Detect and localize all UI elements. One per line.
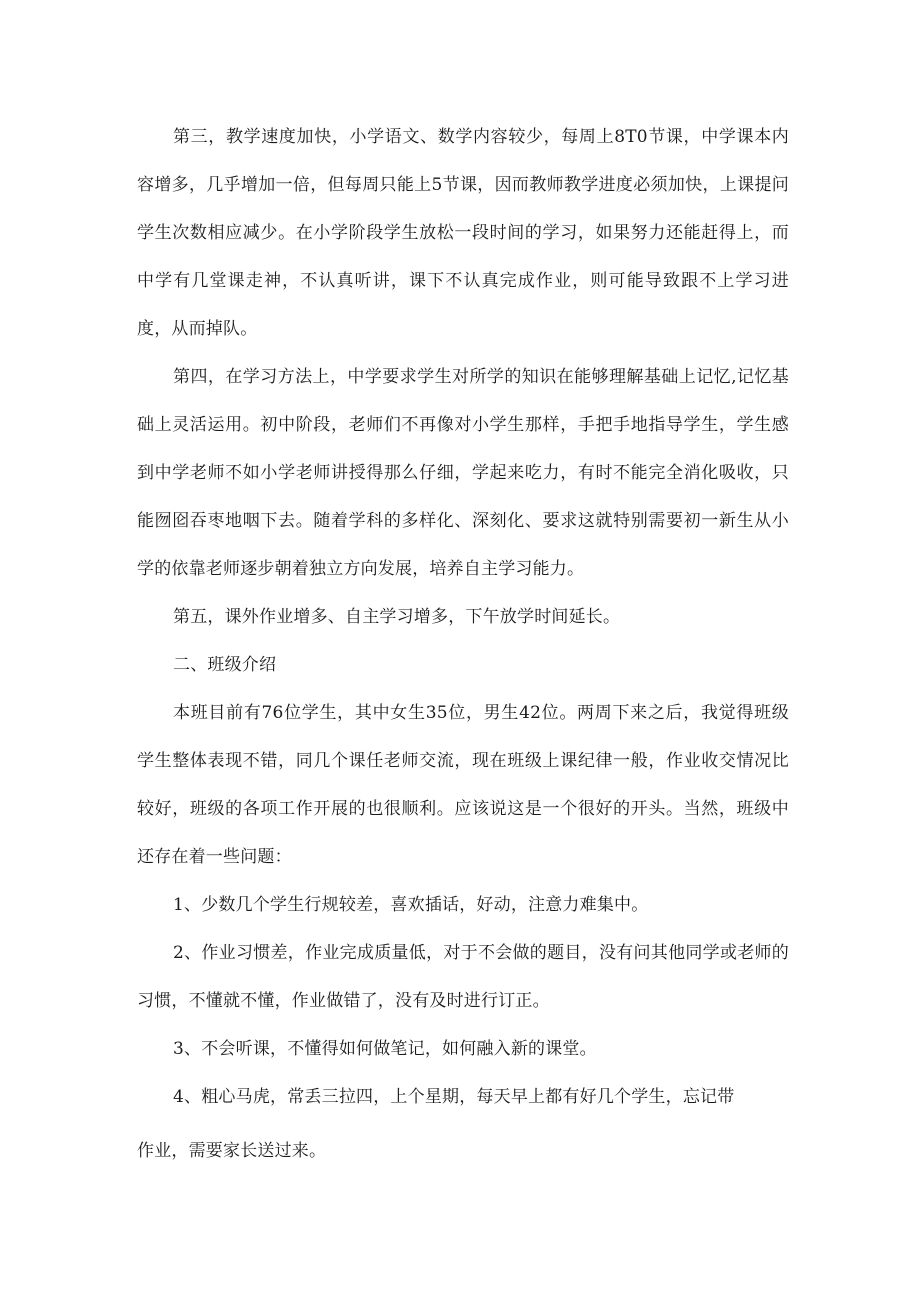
list-item-2: 2、作业习惯差，作业完成质量低，对于不会做的题目，没有问其他同学或老师的习惯，不懂就不懂，作业做错了，没有及时进行订正。	[137, 943, 789, 1011]
paragraph-fifth: 第五，课外作业增多、自主学习增多，下午放学时间延长。	[173, 607, 621, 627]
paragraph-fourth: 第四，在学习方法上，中学要求学生对所学的知识在能够理解基础上记忆,记忆基础上灵活运用。初中阶段，老师们不再像对小学生那样，手把手地指导学生，学生感到中学老师不如小学老师讲授得那么仔细，学起来吃力，有时不能完全消化吸收，只能囫囵吞枣地咽下去。随着学科的多样化、深刻化、要求这就特别需要初一新生从小学的依靠老师逐步朝着独立方向发展，培养自主学习能力。	[137, 367, 789, 579]
list-item-4-line-2: 作业，需要家长送过来。	[137, 1141, 327, 1161]
paragraph-third: 第三，教学速度加快，小学语文、数学内容较少，每周上8T0节课，中学课本内容增多，几乎增加一倍，但每周只能上5节课，因而教师教学进度必须加快，上课提问学生次数相应减少。在小学阶段学生放松一段时间的学习，如果努力还能赶得上，而中学有几堂课走神，不认真听讲，课下不认真完成作业，则可能导致跟不上学习进度，从而掉队。	[137, 127, 789, 339]
paragraph-class-intro: 本班目前有76位学生，其中女生35位，男生42位。两周下来之后，我觉得班级学生整体表现不错，同几个课任老师交流，现在班级上课纪律一般，作业收交情况比较好，班级的各项工作开展的也很顺利。应该说这是一个很好的开头。当然，班级中还存在着一些问题：	[137, 703, 789, 867]
list-item-1: 1、少数几个学生行规较差，喜欢插话，好动，注意力难集中。	[173, 895, 649, 915]
list-item-4-line-1: 4、粗心马虎，常丢三拉四，上个星期，每天早上都有好几个学生，忘记带	[173, 1087, 735, 1107]
section-heading-class-intro: 二、班级介绍	[173, 655, 277, 675]
list-item-3: 3、不会听课，不懂得如何做笔记，如何融入新的课堂。	[173, 1039, 597, 1059]
